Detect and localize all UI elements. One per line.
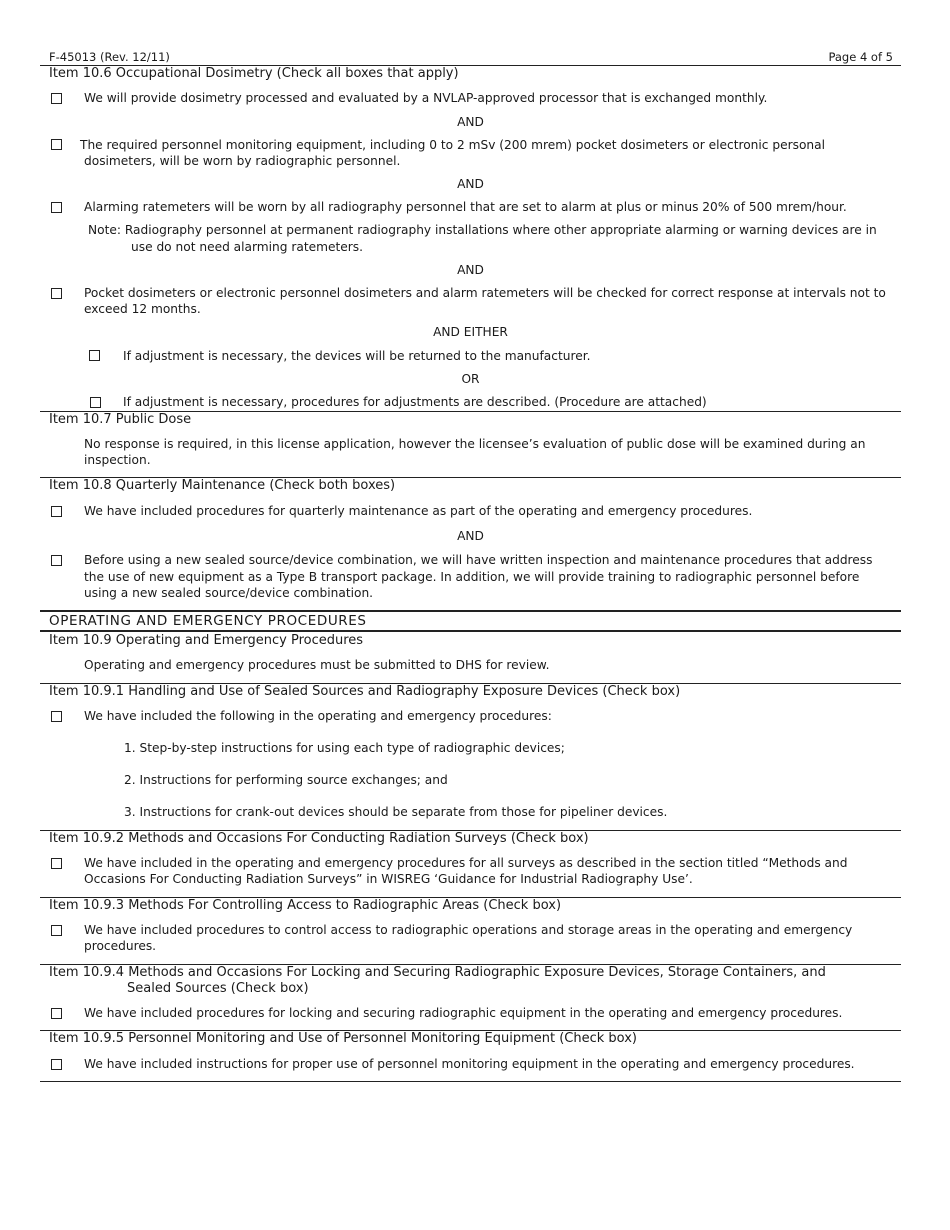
item-10-9-2-text-line1: We have included in the operating and emergency procedures for all surveys as described in the section titled “Methods and [84,856,848,870]
checkbox-10-6-dosimetry[interactable] [51,93,62,104]
checkbox-10-9-5-personnel-monitoring[interactable] [51,1059,62,1070]
item-10-9-1-title: Item 10.9.1 Handling and Use of Sealed Sources and Radiography Exposure Devices (Check box) [49,684,681,699]
checkbox-10-6-pocket-dosimeters[interactable] [51,288,62,299]
item-10-9-4-text: We have included procedures for locking and securing radiographic equipment in the operating and emergency procedures. [84,1006,843,1020]
checkbox-10-9-2-surveys[interactable] [51,858,62,869]
item-10-8-quarterly-text: We have included procedures for quarterly maintenance as part of the operating and emergency procedures. [84,504,753,518]
or-label: OR [461,372,480,386]
item-10-6-return-text: If adjustment is necessary, the devices will be returned to the manufacturer. [123,349,591,363]
item-10-7-body-line2: inspection. [84,453,151,467]
item-10-8-new-source-text-line1: Before using a new sealed source/device combination, we will have written inspection and maintenance procedures that address [84,553,873,567]
item-10-6-pocket-text-line1: Pocket dosimeters or electronic personnel dosimeters and alarm ratemeters will be checked for correct response at intervals not to [84,286,886,300]
item-10-6-note-line1: Note: Radiography personnel at permanent radiography installations where other appropriate alarming or warning devices are in [88,223,877,237]
item-10-9-3-text-line2: procedures. [84,939,157,953]
page-number: Page 4 of 5 [828,50,893,64]
item-10-9-5-title: Item 10.9.5 Personnel Monitoring and Use of Personnel Monitoring Equipment (Check box) [49,1031,637,1046]
item-10-8-new-source-text-line2: the use of new equipment as a Type B transport package. In addition, we will provide training to radiographic personnel before [84,570,860,584]
section-heading: OPERATING AND EMERGENCY PROCEDURES [49,613,367,629]
form-id: F-45013 (Rev. 12/11) [49,50,170,64]
and-label: AND [457,263,484,277]
checkbox-10-9-3-access-control[interactable] [51,925,62,936]
item-10-6-pocket-text-line2: exceed 12 months. [84,302,201,316]
checkbox-10-9-1-handling[interactable] [51,711,62,722]
item-10-7-title: Item 10.7 Public Dose [49,412,192,427]
item-10-8-title: Item 10.8 Quarterly Maintenance (Check both boxes) [49,478,396,493]
item-10-6-monitoring-text-line1: The required personnel monitoring equipment, including 0 to 2 mSv (200 mrem) pocket dosimeters or electronic personal [80,138,825,152]
and-label: AND [457,115,484,129]
section-heading-bottom-rule [40,630,901,632]
item-10-9-4-title-line2: Sealed Sources (Check box) [127,981,309,996]
item-10-9-3-title: Item 10.9.3 Methods For Controlling Access to Radiographic Areas (Check box) [49,898,562,913]
item-10-6-dosimetry-text: We will provide dosimetry processed and evaluated by a NVLAP-approved processor that is exchanged monthly. [84,91,768,105]
item-10-6-note-line2: use do not need alarming ratemeters. [131,240,364,254]
item-10-9-3-text-line1: We have included procedures to control access to radiographic operations and storage areas in the operating and emergency [84,923,853,937]
item-10-8-new-source-text-line3: using a new sealed source/device combination. [84,586,374,600]
and-label: AND [457,177,484,191]
item-10-9-title: Item 10.9 Operating and Emergency Procedures [49,633,364,648]
item-10-6-title: Item 10.6 Occupational Dosimetry (Check all boxes that apply) [49,66,459,81]
item-10-6-monitoring-text-line2: dosimeters, will be worn by radiographic personnel. [84,154,401,168]
item-10-6-ratemeters-text: Alarming ratemeters will be worn by all radiography personnel that are set to alarm at plus or minus 20% of 500 mrem/hour. [84,200,847,214]
checkbox-10-6-monitoring-equipment[interactable] [51,139,62,150]
checkbox-10-8-new-source-device[interactable] [51,555,62,566]
item-10-9-1-text: We have included the following in the operating and emergency procedures: [84,709,552,723]
checkbox-10-8-quarterly-maintenance[interactable] [51,506,62,517]
item-10-9-5-text: We have included instructions for proper use of personnel monitoring equipment in the operating and emergency procedures. [84,1057,855,1071]
item-10-6-adjustment-text: If adjustment is necessary, procedures for adjustments are described. (Procedure are attached) [123,395,707,409]
list-item: 1. Step-by-step instructions for using each type of radiographic devices; [124,741,565,755]
list-item: 2. Instructions for performing source exchanges; and [124,773,448,787]
and-label: AND [457,529,484,543]
and-either-label: AND EITHER [433,325,508,339]
checkbox-10-6-return-to-manufacturer[interactable] [89,350,100,361]
item-10-9-2-text-line2: Occasions For Conducting Radiation Surveys” in WISREG ‘Guidance for Industrial Radiography Use’. [84,872,693,886]
item-10-9-body: Operating and emergency procedures must be submitted to DHS for review. [84,658,550,672]
list-item: 3. Instructions for crank-out devices should be separate from those for pipeliner devices. [124,805,668,819]
item-10-7-body-line1: No response is required, in this license application, however the licensee’s evaluation of public dose will be examined during an [84,437,866,451]
item-10-9-4-title-line1: Item 10.9.4 Methods and Occasions For Locking and Securing Radiographic Exposure Devices, Storage Containers, and [49,965,826,980]
section-divider [40,1081,901,1082]
checkbox-10-9-4-locking[interactable] [51,1008,62,1019]
checkbox-10-6-adjustment-procedures[interactable] [90,397,101,408]
checkbox-10-6-alarming-ratemeters[interactable] [51,202,62,213]
item-10-9-2-title: Item 10.9.2 Methods and Occasions For Conducting Radiation Surveys (Check box) [49,831,589,846]
